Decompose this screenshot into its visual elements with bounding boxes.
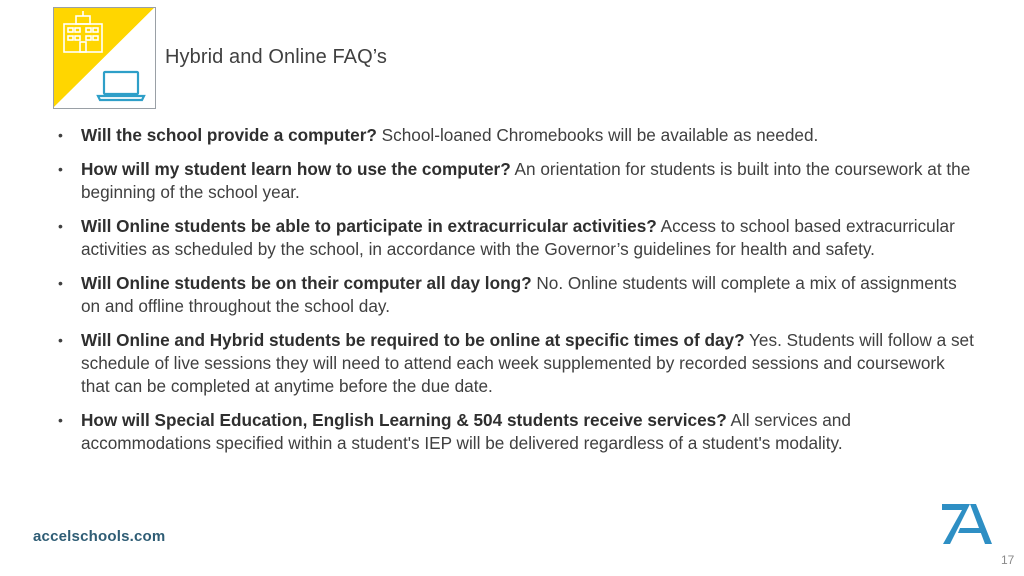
page-number: 17	[1001, 553, 1015, 567]
faq-answer: Yes. Students will follow a set schedule of live sessions they will need to attend each week supplemented by recorded sessions and coursework that can be completed at anytime before the due date.	[81, 330, 974, 396]
bullet-icon: •	[58, 412, 63, 428]
faq-item	[58, 124, 978, 147]
faq-item	[58, 329, 978, 398]
faq-question: Will Online students be on their computer all day long?	[81, 273, 532, 293]
bullet-icon: •	[58, 161, 63, 177]
faq-answer: School-loaned Chromebooks will be available as needed.	[376, 125, 819, 145]
header-logo	[53, 7, 156, 109]
faq-answer: An orientation for students is built into the coursework at the beginning of the school year.	[81, 159, 971, 202]
accel-logo-icon	[940, 500, 992, 546]
bullet-icon: •	[58, 275, 63, 291]
faq-question: How will Special Education, English Learning & 504 students receive services?	[81, 410, 727, 430]
faq-question: Will Online students be able to participate in extracurricular activities?	[81, 216, 657, 236]
brand-link[interactable]: accelschools.com	[33, 528, 166, 545]
faq-item	[58, 158, 978, 204]
faq-item	[58, 409, 978, 455]
faq-item	[58, 272, 978, 318]
faq-answer: No. Online students will complete a mix of assignments on and offline throughout the school day.	[81, 273, 957, 316]
faq-answer: Access to school based extracurricular activities as scheduled by the school, in accordance with the Governor’s guidelines for health and safety.	[81, 216, 955, 259]
bullet-icon: •	[58, 218, 63, 234]
faq-question: Will the school provide a computer?	[81, 125, 377, 145]
bullet-icon: •	[58, 127, 63, 143]
faq-answer: All services and accommodations specified within a student's IEP will be delivered regardless of a student's modality.	[81, 410, 851, 453]
faq-list	[58, 124, 978, 466]
faq-question: Will Online and Hybrid students be required to be online at specific times of day?	[81, 330, 745, 350]
faq-item	[58, 215, 978, 261]
faq-question: How will my student learn how to use the computer?	[81, 159, 511, 179]
bullet-icon: •	[58, 332, 63, 348]
page-title: Hybrid and Online FAQ’s	[165, 46, 388, 68]
